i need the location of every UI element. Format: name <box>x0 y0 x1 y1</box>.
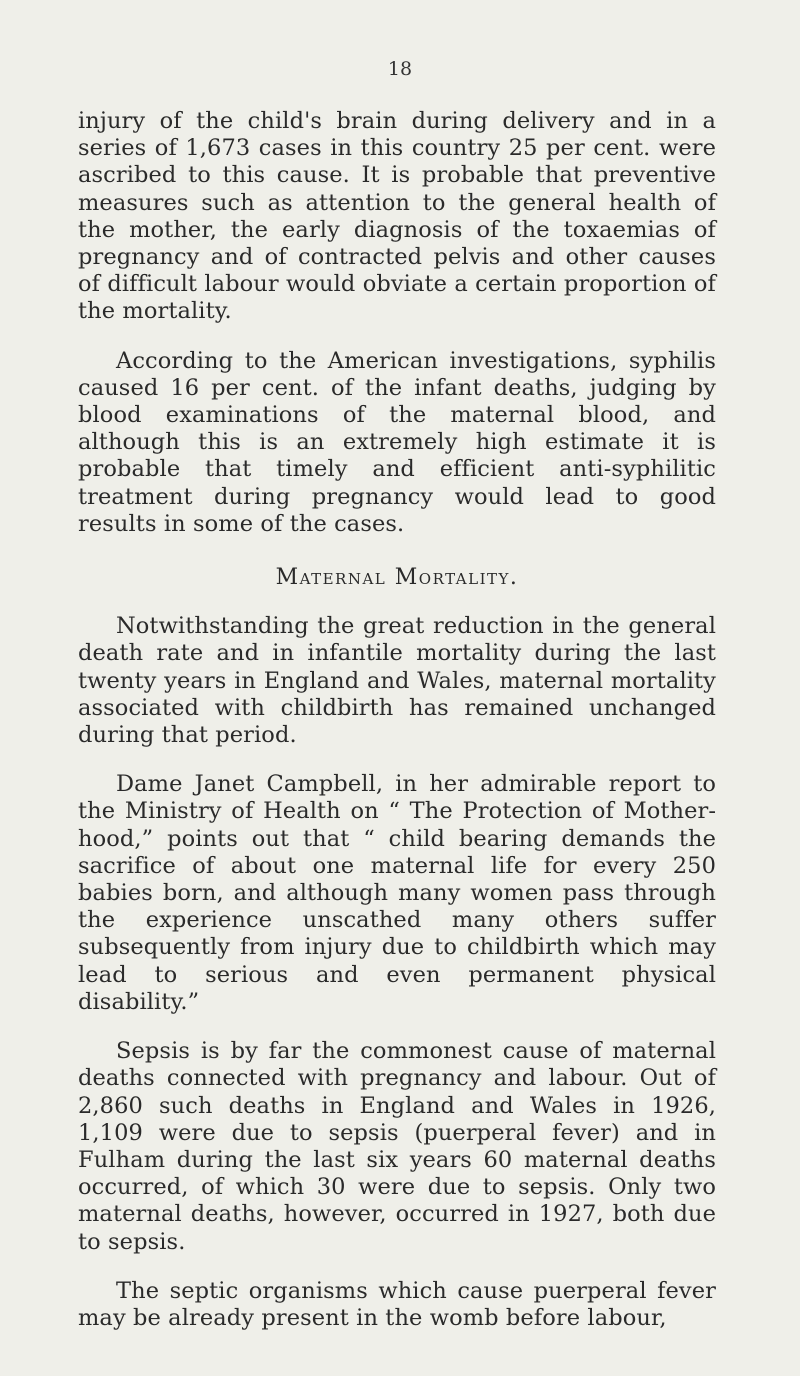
section-heading: Maternal Mortality. <box>275 565 519 591</box>
paragraph-continuation: injury of the child's brain during delivery and in a series of 1,673 cases in this country 25 per cent. were ascribed to this cause. It is probable that preventive measures such as attention to the general health of the mother, the early diagnosis of the toxaemias of pregnancy and of contracted pelvis and other causes of difficult labour would obviate a certain proportion of the mortality. <box>78 108 716 325</box>
body-text <box>78 108 716 1354</box>
paragraph-syphilis: According to the American investigations, syphilis caused 16 per cent. of the infant deaths, judging by blood examinations of the maternal blood, and although this is an extremely high estimate it is probable that timely and efficient anti-syphilitic treatment during pregnancy would lead to good results in some of the cases. <box>78 347 716 537</box>
paragraph-sepsis: Sepsis is by far the commonest cause of maternal deaths connected with pregnancy and labour. Out of 2,860 such deaths in England and Wales in 1926, 1,109 were due to sepsis (puerperal fever) and in Fulham during the last six years 60 maternal deaths occurred, of which 30 were due to sepsis. Only two maternal deaths, however, occurred in 1927, both due to sepsis. <box>78 1038 716 1255</box>
page-number: 18 <box>387 58 413 80</box>
paragraph-campbell-report: Dame Janet Campbell, in her admirable report to the Ministry of Health on “ The Protection of Motherhood,” points out that “ child bearing demands the sacrifice of about one maternal life for every 250 babies born, and although many women pass through the experience unscathed many others suffer subsequently from injury due to childbirth which may lead to serious and even permanent physical disability.” <box>78 771 716 1015</box>
paragraph-septic-organisms: The septic organisms which cause puerperal fever may be already present in the womb before labour, <box>78 1277 716 1331</box>
paragraph-maternal-mortality: Notwithstanding the great reduction in the general death rate and in infantile mortality during the last twenty years in England and Wales, maternal mortality associated with childbirth has remained unchanged during that period. <box>78 613 716 749</box>
